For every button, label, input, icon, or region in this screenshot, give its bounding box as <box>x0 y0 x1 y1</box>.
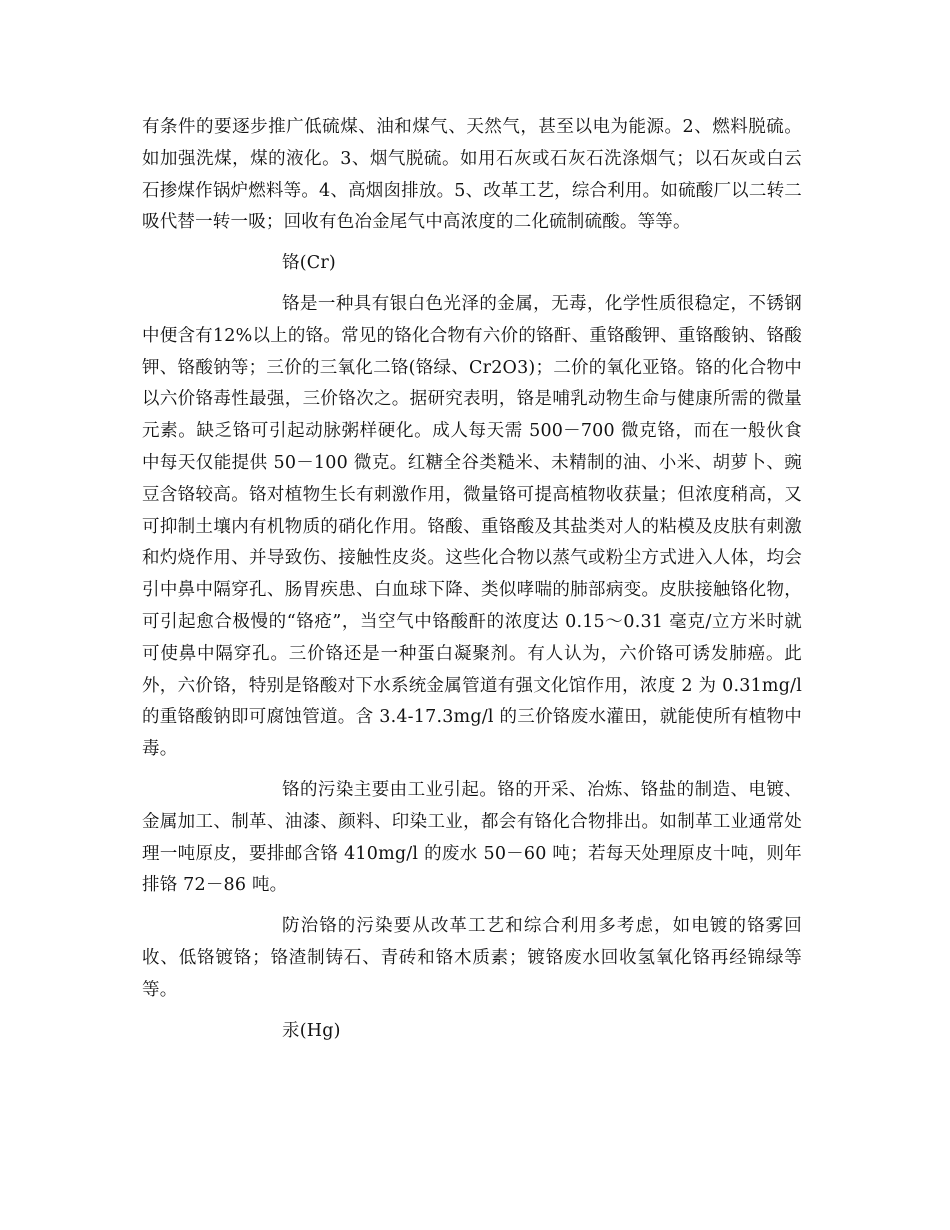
paragraph-chromium-properties: 铬是一种具有银白色光泽的金属，无毒，化学性质很稳定，不锈钢中便含有12%以上的铬。常见的铬化合物有六价的铬酐、重铬酸钾、重铬酸钠、铬酸钾、铬酸钠等；三价的三氧化二铬(铬绿、Cr2O3)；二价的氧化亚铬。铬的化合物中以六价铬毒性最强，三价铬次之。据研究表明，铬是哺乳动物生命与健康所需的微量元素。缺乏铬可引起动脉粥样硬化。成人每天需 500－700 微克铬，而在一般伙食中每天仅能提供 50－100 微克。红糖全谷类糙米、未精制的油、小米、胡萝卜、豌豆含铬较高。铬对植物生长有刺激作用，微量铬可提高植物收获量；但浓度稍高，又可抑制土壤内有机物质的硝化作用。铬酸、重铬酸及其盐类对人的粘模及皮肤有刺激和灼烧作用、并导致伤、接触性皮炎。这些化合物以蒸气或粉尘方式进入人体，均会引中鼻中隔穿孔、肠胃疾患、白血球下降、类似哮喘的肺部病变。皮肤接触铬化物，可引起愈合极慢的“铬疮”，当空气中铬酸酐的浓度达 0.15～0.31 毫克/立方米时就可使鼻中隔穿孔。三价铬还是一种蛋白凝聚剂。有人认为，六价铬可诱发肺癌。此外，六价铬，特别是铬酸对下水系统金属管道有强文化馆作用，浓度 2 为 0.31mg/l 的重铬酸钠即可腐蚀管道。含 3.4-17.3mg/l 的三价铬废水灌田，就能使所有植物中毒。 <box>142 293 802 760</box>
section-heading-mercury: 汞(Hg) <box>282 1020 341 1041</box>
section-heading-chromium: 铬(Cr) <box>282 253 336 274</box>
paragraph-chromium-pollution-sources: 铬的污染主要由工业引起。铬的开采、冶炼、铬盐的制造、电镀、金属加工、制革、油漆、颜料、印染工业，都会有铬化合物排出。如制革工业通常处理一吨原皮，要排邮含铬 410mg/l 的废水 50－60 吨；若每天处理原皮十吨，则年排铬 72－86 吨。 <box>142 779 802 896</box>
paragraph-chromium-prevention: 防治铬的污染要从改革工艺和综合利用多考虑，如电镀的铬雾回收、低铬镀铬；铬渣制铸石、青砖和铬木质素；镀铬废水回收氢氧化铬再经锦绿等等。 <box>142 916 802 1000</box>
document-body <box>142 112 802 1056</box>
paragraph-sulfur-control: 有条件的要逐步推广低硫煤、油和煤气、天然气，甚至以电为能源。2、燃料脱硫。如加强洗煤，煤的液化。3、烟气脱硫。如用石灰或石灰石洗涤烟气；以石灰或白云石掺煤作锅炉燃料等。4、高烟囱排放。5、改革工艺，综合利用。如硫酸厂以二转二吸代替一转一吸；回收有色冶金尾气中高浓度的二化硫制硫酸。等等。 <box>142 117 802 233</box>
